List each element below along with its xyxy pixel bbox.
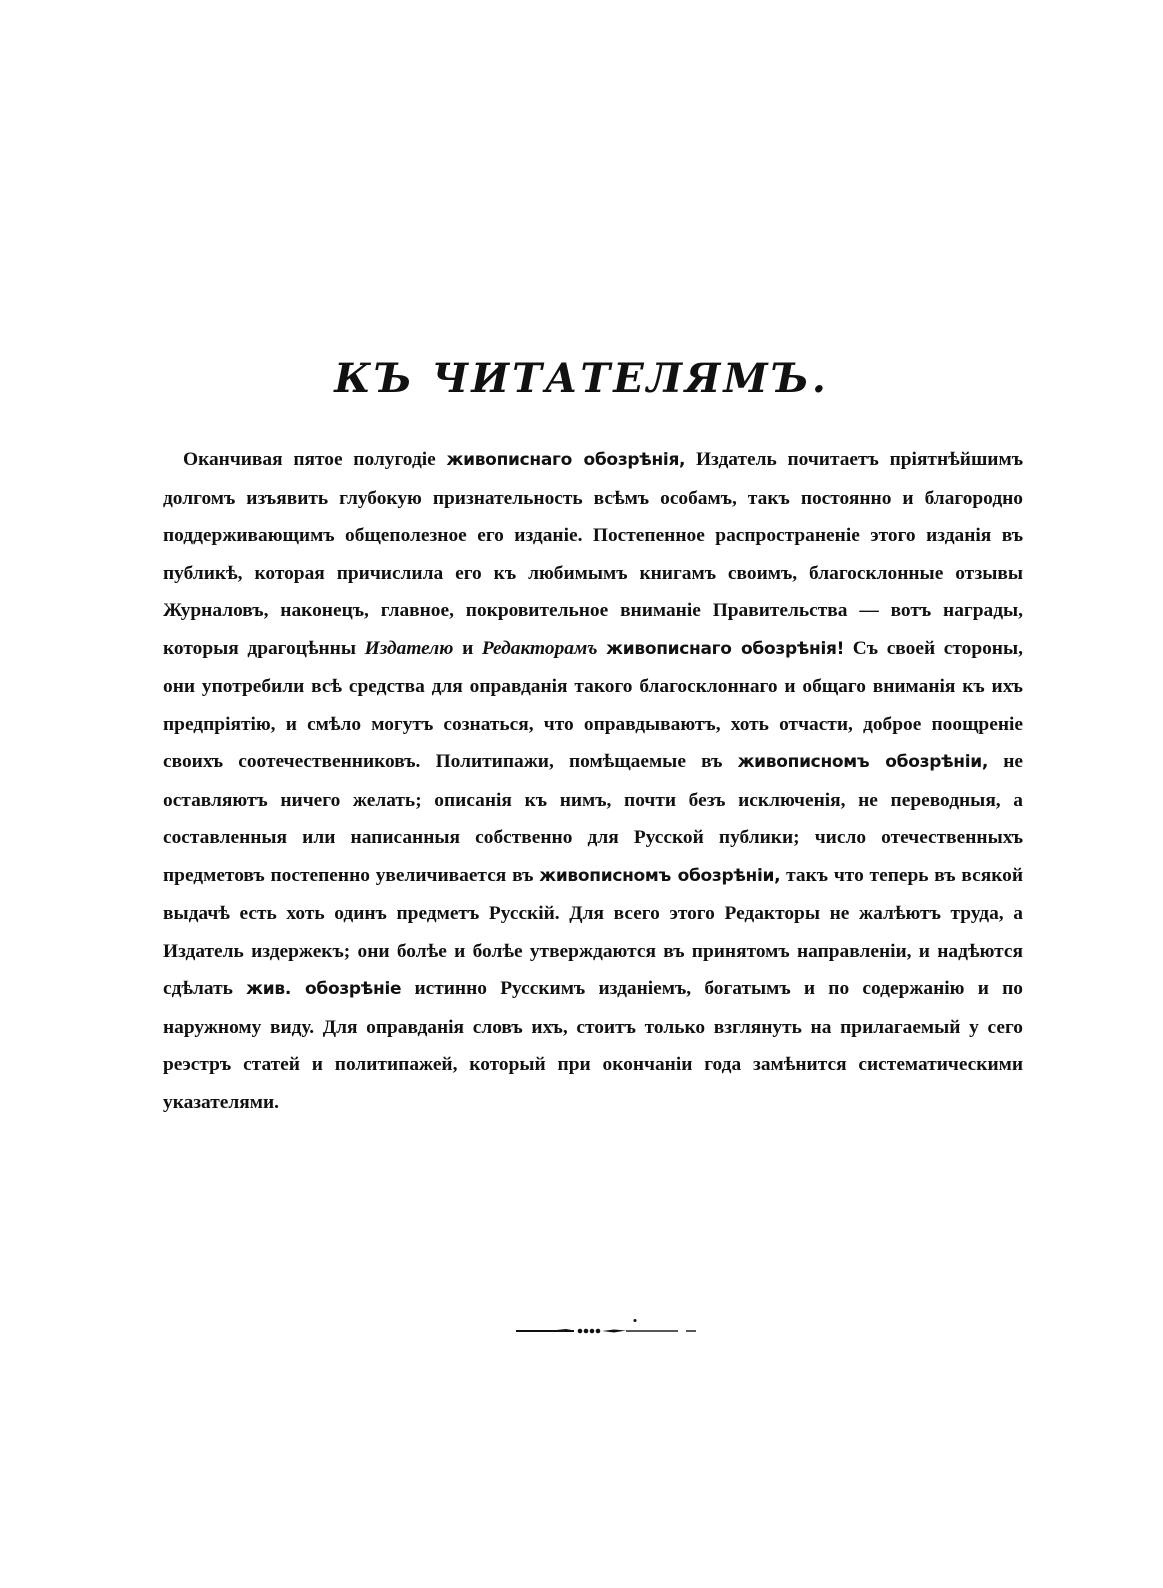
magazine-name: жив. обозрѣніе: [246, 979, 402, 999]
body-paragraph: [163, 441, 1023, 1121]
text-run: не оставляютъ ничего желать; описанія къ нимъ, почти безъ исключенія, не переводныя, а составленныя или написанныя собственно для Русской публики; число отечественныхъ предметовъ постепенно увеличивается въ: [163, 751, 1023, 886]
text-run: такъ что теперь въ всякой выдачѣ есть хоть одинъ предметъ Русскій. Для всего этого Редакторы не жалѣютъ труда, а Издатель издержекъ; они болѣе и болѣе утверждаются въ принятомъ направленіи, и надѣются сдѣлать: [163, 864, 1023, 999]
magazine-name: живописнаго обозрѣнія!: [606, 638, 845, 659]
text-run: Съ своей стороны, они употребили всѣ средства для оправданія такого благосклоннаго и общаго вниманія къ ихъ предпріятію, и смѣло могутъ сознаться, что оправдываютъ, хоть отчасти, доброе поощреніе своихъ соотечественниковъ. Политипажи, помѣщаемые въ: [163, 637, 1023, 772]
magazine-name: живописномъ обозрѣніи,: [737, 752, 989, 772]
italic-term: Издателю: [364, 637, 454, 659]
italic-term: Редакторамъ: [481, 637, 598, 659]
magazine-name: живописномъ обозрѣніи,: [539, 865, 781, 886]
magazine-name: живописнаго обозрѣнія,: [446, 450, 686, 470]
ornament-divider-icon: [514, 1318, 700, 1338]
text-run: истинно Русскимъ изданіемъ, богатымъ и по содержанію и по наружному виду. Для оправданія словъ ихъ, стоитъ только взглянуть на прилагаемый у сего реэстръ статей и политипажей, который при окончаніи года замѣнится систематическими указателями.: [163, 978, 1023, 1113]
text-run: Издатель почитаетъ пріятнѣйшимъ долгомъ изъявить глубокую признательность всѣмъ особамъ, такъ постоянно и благородно поддерживающимъ общеполезное его изданіе. Постепенное распространеніе этого изданія въ публикѣ, которая причислила его къ любимымъ книгамъ своимъ, благосклонные отзывы Журналовъ, наконецъ, главное, покровительное вниманіе Правительства — вотъ награды, которыя драгоцѣнны: [163, 449, 1023, 659]
text-run: и: [462, 637, 474, 659]
page-title: КЪ ЧИТАТЕЛЯМЪ.: [334, 355, 829, 402]
text-run: Оканчивая пятое полугодіе: [183, 449, 436, 470]
